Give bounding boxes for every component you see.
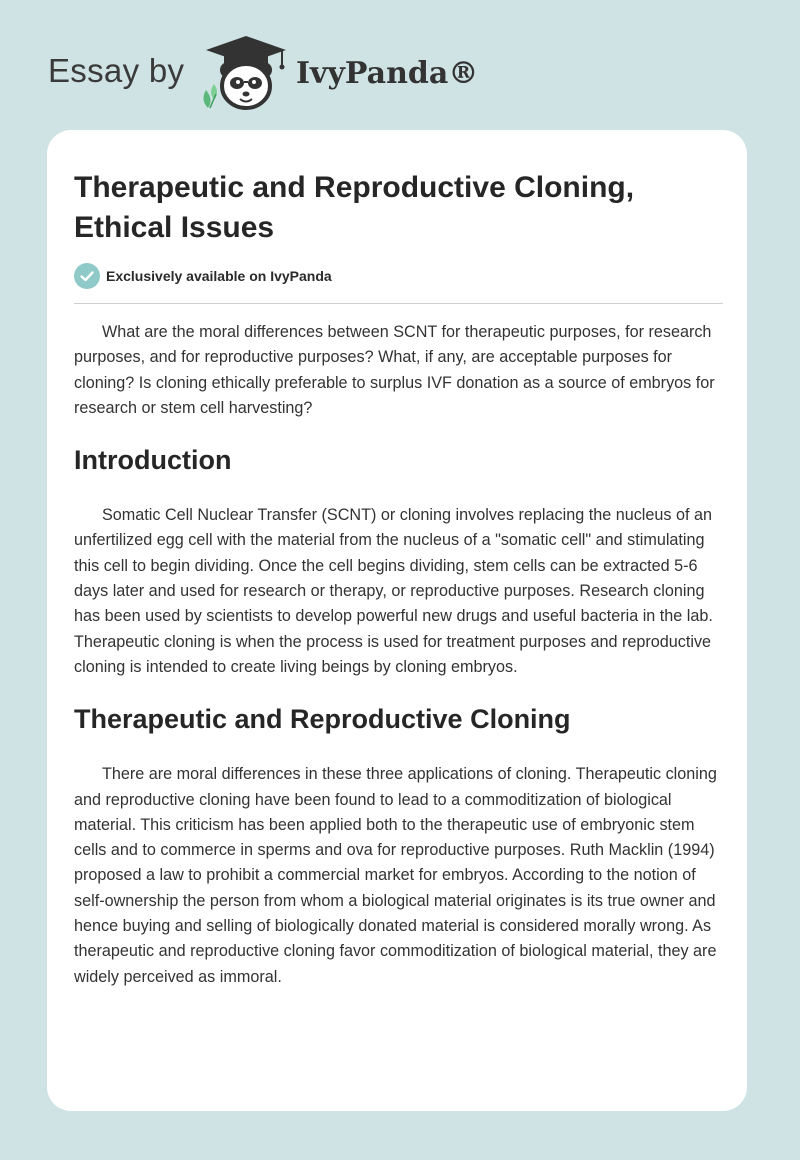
section-heading-therapeutic-reproductive: Therapeutic and Reproductive Cloning bbox=[74, 704, 571, 735]
section-paragraph-therapeutic-reproductive: There are moral differences in these three applications of cloning. Therapeutic cloning and reproductive cloning have been found to lead to a commoditization of biological material. This criticism has been applied both to the therapeutic use of embryonic stem cells and to commerce in sperms and ova for reproductive purposes. Ruth Macklin (1994) proposed a law to prohibit a commercial market for embryos. According to the notion of self-ownership the person from whom a biological material originates is its true owner and hence buying and selling of biologically donated material is considered morally wrong. As therapeutic and reproductive cloning favor commoditization of biological material, they are widely perceived as immoral. bbox=[74, 765, 717, 986]
essay-card bbox=[47, 130, 747, 1111]
section-heading-introduction: Introduction bbox=[74, 445, 232, 476]
brand-logo[interactable] bbox=[48, 34, 479, 114]
exclusive-badge bbox=[74, 263, 332, 289]
brand-prefix: Essay by bbox=[48, 52, 185, 89]
essay-title: Therapeutic and Reproductive Cloning, Ethical Issues bbox=[74, 171, 635, 244]
intro-paragraph: What are the moral differences between SCNT for therapeutic purposes, for research purposes, and for reproductive purposes? What, if any, are acceptable purposes for cloning? Is cloning ethically preferable to surplus IVF donation as a source of embryos for research or stem cell harvesting? bbox=[74, 323, 715, 417]
check-badge-icon bbox=[74, 263, 100, 289]
divider bbox=[74, 303, 723, 304]
section-paragraph-introduction: Somatic Cell Nuclear Transfer (SCNT) or cloning involves replacing the nucleus of an unfertilized egg cell with the material from the nucleus of a "somatic cell" and stimulating this cell to begin dividing. Once the cell begins dividing, stem cells can be extracted 5-6 days later and used for research or therapy, or reproductive purposes. Research cloning has been used by scientists to develop powerful new drugs and useful bacteria in the lab. Therapeutic cloning is when the process is used for treatment purposes and reproductive cloning is intended to create living beings by cloning embryos. bbox=[74, 506, 713, 676]
exclusive-badge-label: Exclusively available on IvyPanda bbox=[106, 268, 332, 284]
essay-body bbox=[74, 320, 724, 990]
panda-mascot-icon bbox=[200, 34, 292, 114]
brand-name: IvyPanda® bbox=[296, 56, 479, 91]
